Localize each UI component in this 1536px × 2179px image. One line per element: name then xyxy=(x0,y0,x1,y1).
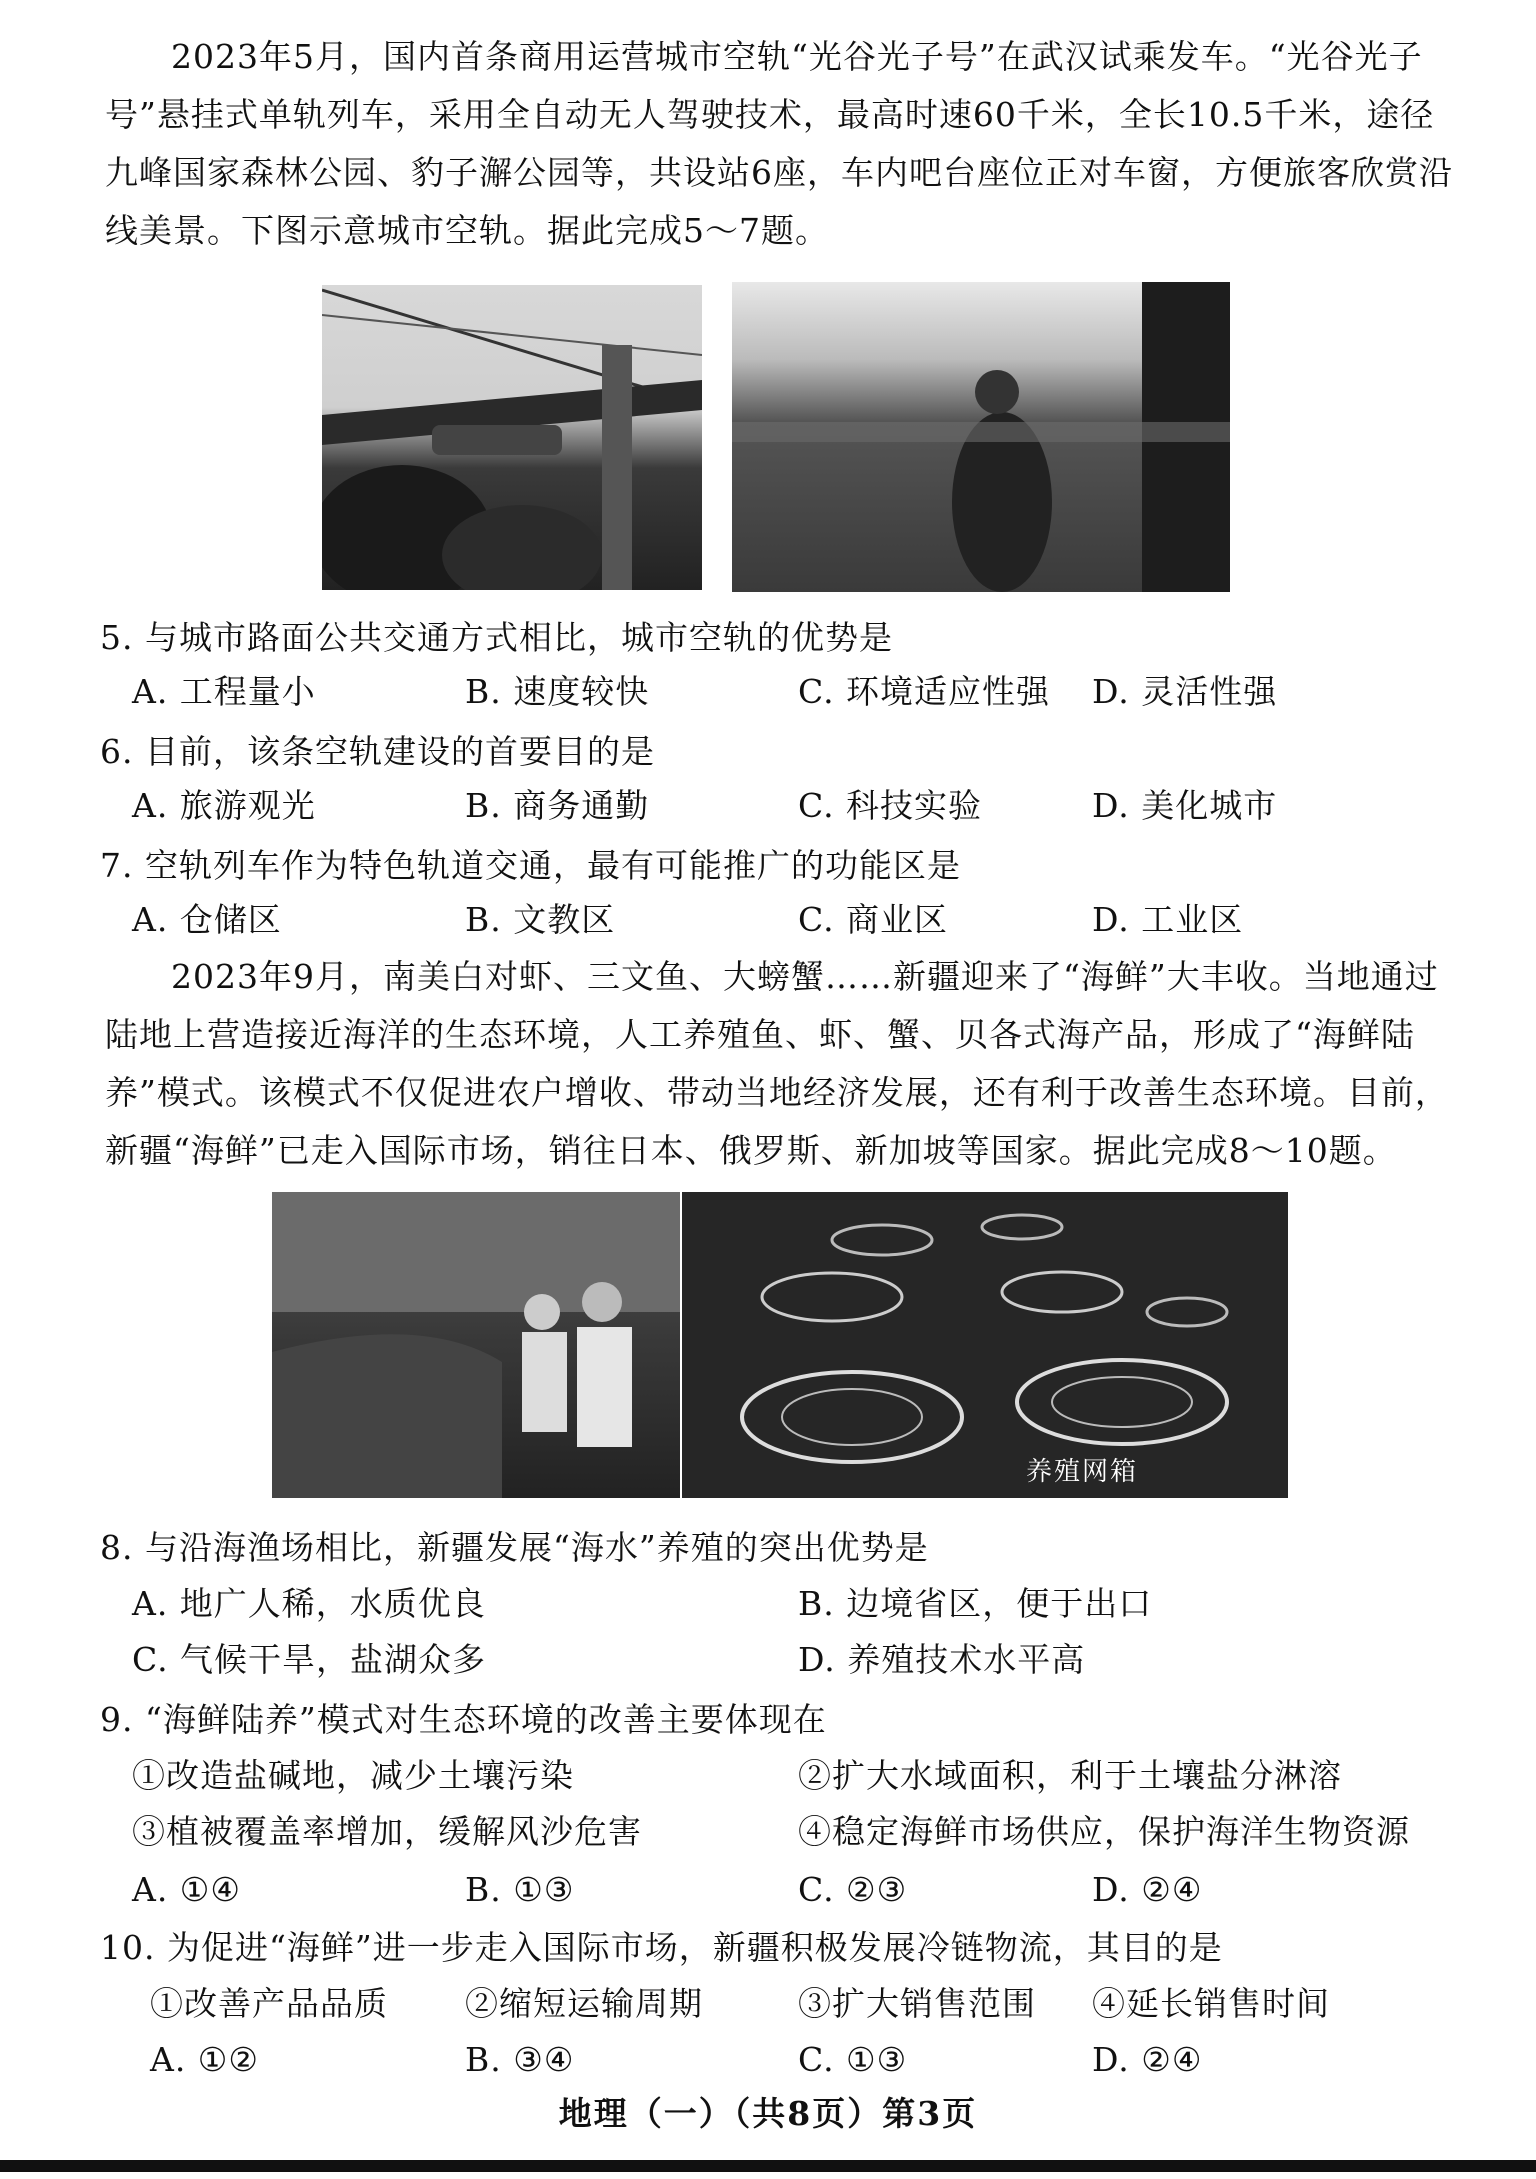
question-10-statement-3: ③扩大销售范围 xyxy=(798,1984,1036,2023)
question-7-option-b[interactable]: B. 文教区 xyxy=(465,900,616,939)
question-10-option-c[interactable]: C. ①③ xyxy=(798,2040,908,2079)
question-7-option-d[interactable]: D. 工业区 xyxy=(1092,900,1244,939)
question-10-option-d[interactable]: D. ②④ xyxy=(1092,2040,1203,2079)
seafood-photo-right xyxy=(682,1192,1288,1498)
question-5-option-c[interactable]: C. 环境适应性强 xyxy=(798,672,1051,711)
question-6-option-b[interactable]: B. 商务通勤 xyxy=(465,786,650,825)
question-8-option-d[interactable]: D. 养殖技术水平高 xyxy=(798,1640,1086,1679)
question-10-option-b[interactable]: B. ③④ xyxy=(465,2040,575,2079)
question-9-statement-2: ②扩大水域面积，利于土壤盐分淋溶 xyxy=(798,1756,1342,1795)
question-9-option-d[interactable]: D. ②④ xyxy=(1092,1870,1203,1909)
pond-workers-illustration xyxy=(272,1192,680,1498)
question-9-statement-1: ①改造盐碱地，减少土壤污染 xyxy=(132,1756,574,1795)
question-9-option-b[interactable]: B. ①③ xyxy=(465,1870,575,1909)
question-7-stem: 7. 空轨列车作为特色轨道交通，最有可能推广的功能区是 xyxy=(100,846,961,885)
intro-paragraph-skyrail: 2023年5月，国内首条商用运营城市空轨“光谷光子号”在武汉试乘发车。“光谷光子号”悬挂式单轨列车，采用全自动无人驾驶技术，最高时速60千米，全长10.5千米，途径九峰国家森林公园、豹子澥公园等，共设站6座，车内吧台座位正对车窗，方便旅客欣赏沿线美景。下图示意城市空轨。据此完成5～7题。 xyxy=(105,37,1453,250)
question-9-option-c[interactable]: C. ②③ xyxy=(798,1870,908,1909)
question-8-option-b[interactable]: B. 边境省区，便于出口 xyxy=(798,1584,1153,1623)
intro-paragraph-seafood: 2023年9月，南美白对虾、三文鱼、大螃蟹……新疆迎来了“海鲜”大丰收。当地通过陆地上营造接近海洋的生态环境，人工养殖鱼、虾、蟹、贝各式海产品，形成了“海鲜陆养”模式。该模式不仅促进农户增收、带动当地经济发展，还有利于改善生态环境。目前，新疆“海鲜”已走入国际市场，销往日本、俄罗斯、新加坡等国家。据此完成8～10题。 xyxy=(105,957,1449,1170)
question-5-option-a[interactable]: A. 工程量小 xyxy=(132,672,316,711)
question-10-statement-1: ①改善产品品质 xyxy=(150,1984,388,2023)
question-9-option-a[interactable]: A. ①④ xyxy=(132,1870,241,1909)
question-6-stem: 6. 目前，该条空轨建设的首要目的是 xyxy=(100,732,655,771)
question-8-stem: 8. 与沿海渔场相比，新疆发展“海水”养殖的突出优势是 xyxy=(100,1528,929,1567)
page-footer: 地理（一）（共8页）第3页 xyxy=(558,2094,978,2133)
question-7-option-a[interactable]: A. 仓储区 xyxy=(132,900,282,939)
skyrail-photo-right xyxy=(732,282,1230,592)
photo-caption: 养殖网箱 xyxy=(1025,1457,1138,1487)
question-9-statement-3: ③植被覆盖率增加，缓解风沙危害 xyxy=(132,1812,642,1851)
question-7-option-c[interactable]: C. 商业区 xyxy=(798,900,949,939)
question-5-stem: 5. 与城市路面公共交通方式相比，城市空轨的优势是 xyxy=(100,618,893,657)
question-10-option-a[interactable]: A. ①② xyxy=(150,2040,259,2079)
question-8-option-c[interactable]: C. 气候干旱，盐湖众多 xyxy=(132,1640,487,1679)
skyrail-photo-left xyxy=(322,285,702,590)
question-8-option-a[interactable]: A. 地广人稀，水质优良 xyxy=(132,1584,486,1623)
skyrail-track-illustration xyxy=(322,285,702,590)
question-6-option-a[interactable]: A. 旅游观光 xyxy=(132,786,316,825)
question-5-option-b[interactable]: B. 速度较快 xyxy=(465,672,650,711)
question-9-stem: 9. “海鲜陆养”模式对生态环境的改善主要体现在 xyxy=(100,1700,827,1739)
question-6-option-c[interactable]: C. 科技实验 xyxy=(798,786,983,825)
seafood-photo-left xyxy=(272,1192,680,1498)
window-view-illustration xyxy=(732,282,1230,592)
question-10-statement-4: ④延长销售时间 xyxy=(1092,1984,1330,2023)
question-10-statement-2: ②缩短运输周期 xyxy=(465,1984,703,2023)
bottom-scan-edge xyxy=(0,2160,1536,2172)
question-6-option-d[interactable]: D. 美化城市 xyxy=(1092,786,1278,825)
question-9-statement-4: ④稳定海鲜市场供应，保护海洋生物资源 xyxy=(798,1812,1410,1851)
question-10-stem: 10. 为促进“海鲜”进一步走入国际市场，新疆积极发展冷链物流，其目的是 xyxy=(100,1928,1223,1967)
cage-illustration xyxy=(682,1192,1288,1498)
question-5-option-d[interactable]: D. 灵活性强 xyxy=(1092,672,1278,711)
